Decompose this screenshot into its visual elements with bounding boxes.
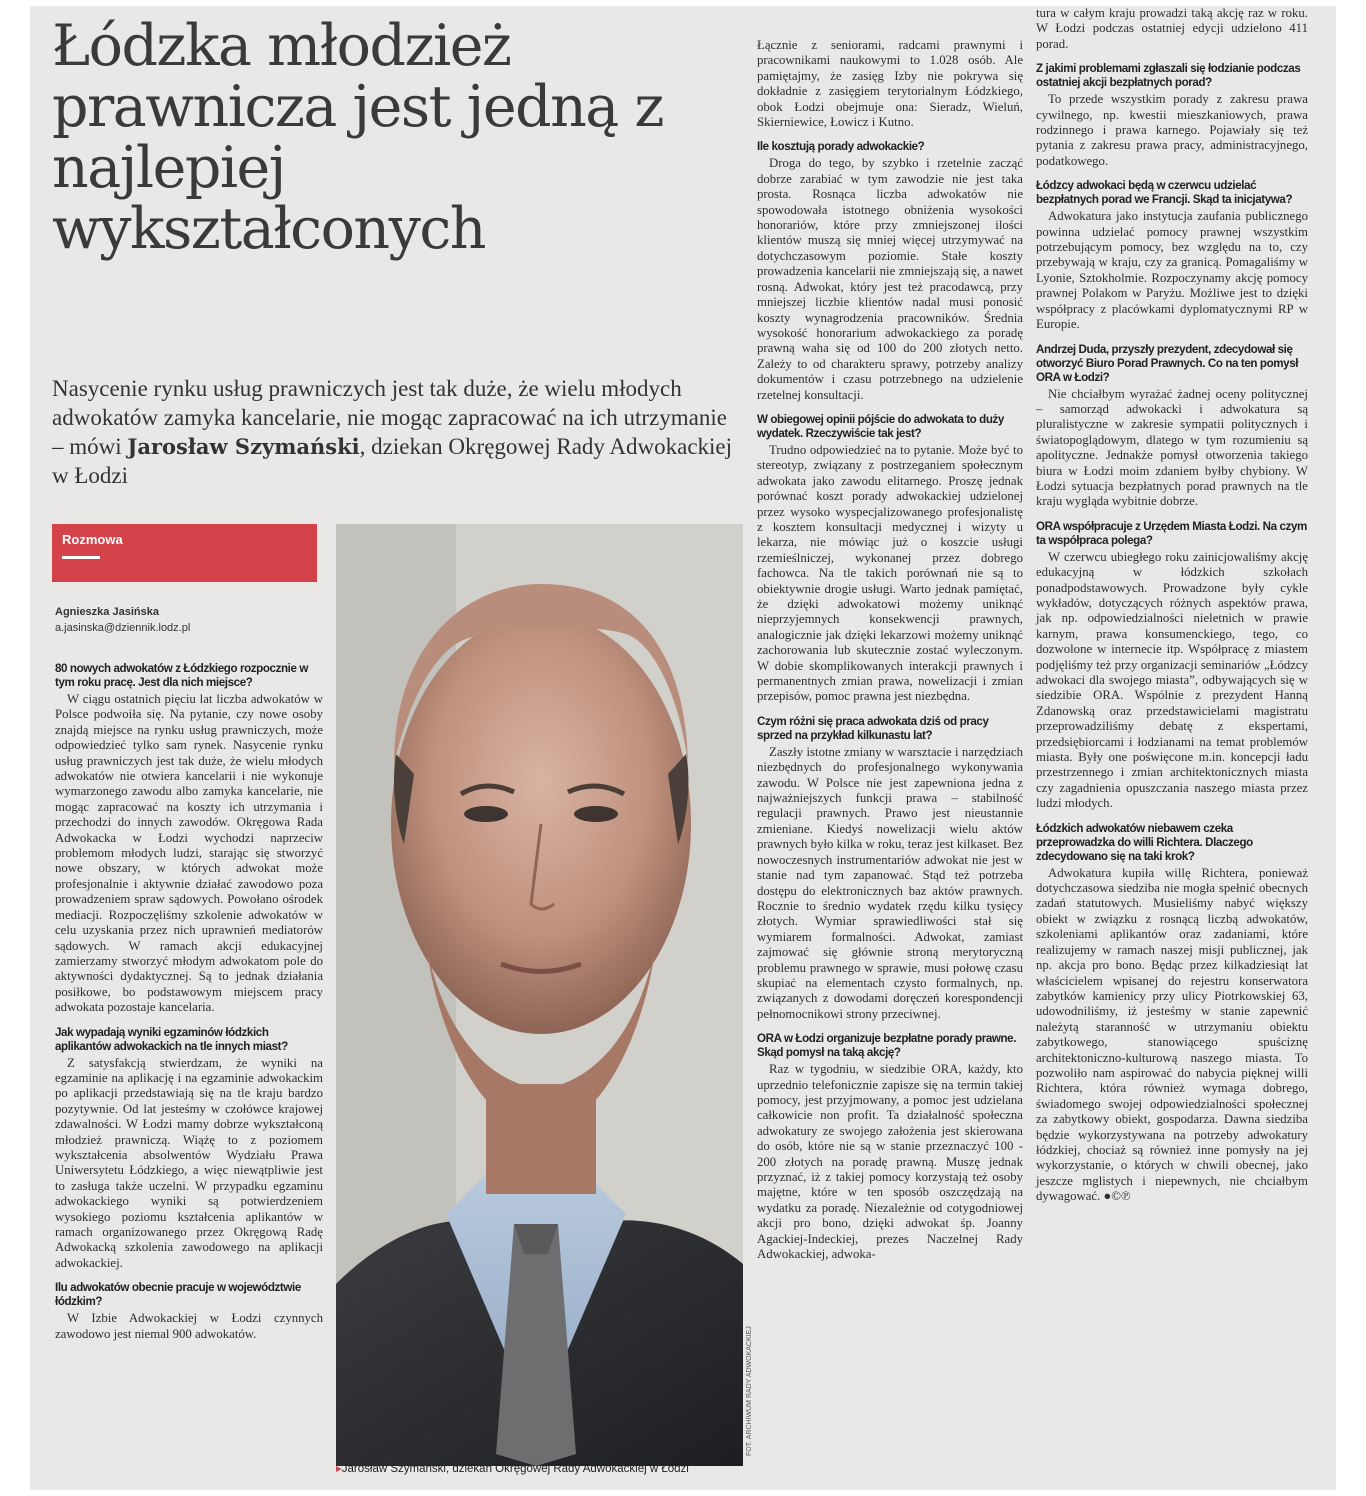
photo-caption — [336, 1461, 756, 1475]
question: ORA współpracuje z Urzędem Miasta Łodzi. Na czym ta współpraca polega? — [1036, 519, 1307, 547]
lead-role: , dziekan Okręgowej Rady Adwokackiej w Łodzi — [52, 434, 733, 488]
answer: W czerwcu ubiegłego roku zainicjowaliśmy akcję edukacyjną w łódzkich szkołach ponadpodstawowych. Prowadzone były cykle wykładów, dotyczących różnych aspektów prawa, jak np. odpowiedzialności nieletnich w prawie karnym, prawa konsumenckiego, tego, co dozwolone w internecie itp. Współpracę z miastem podjęliśmy też przy organizacji seminariów „Łódzcy adwokaci dla swojego miasta”, odbywających się w siedzibie ORA. Wspólnie z prezydent Hanną Zdanowską oraz przedstawicielami magistratu przeprowadziliśmy debatę z ekspertami, przedsiębiorcami i łodzianami na temat problemów miasta. Były one poświęcone m.in. koncepcji ładu przestrzennego i zmian architektonicznych miasta czy zagadnienia opuszczania naszego miasta przez ludzi młodych. — [1036, 549, 1308, 811]
question: Czym różni się praca adwokata dziś od pracy sprzed na przykład kilkunastu lat? — [757, 714, 989, 742]
newspaper-page — [30, 6, 1336, 1490]
author-byline — [55, 606, 190, 634]
article-column-4 — [1036, 6, 1308, 1205]
question: ORA w Łodzi organizuje bezpłatne porady prawne. Skąd pomysł na taką akcję? — [757, 1032, 1017, 1060]
answer: W ciągu ostatnich pięciu lat liczba adwokatów w Polsce podwoiła się. Na pytanie, czy nowe osoby znajdą miejsce na rynku usług prawniczych, może odpowiedzieć tylko sam rynek. Nasycenie rynku usług prawniczych jest tak duże, że wielu młodych adwokatów nie otwiera kancelarii i nie wykonuje wymarzonego zawodu albo zamyka kancelarie, nie mogąc zapracować na koszty ich utrzymania i przechodzi do innych zawodów. Okręgowa Rada Adwokacka w Łodzi wychodzi naprzeciw problemom młodych ludzi, starając się stworzyć nowe obszary, w których adwokat może profesjonalnie i aktywnie działać zawodowo poza prowadzeniem spraw sądowych. Powołano ośrodek mediacji. Rozpoczęliśmy szkolenie adwokatów w celu uzyskania przez nich uprawnień mediatorów sądowych. W ramach akcji edukacyjnej zamierzamy stworzyć młodym adwokatom pole do aktywności dydaktycznej. Są to jednak działania posiłkowe, bo podstawowym miejscem pracy adwokata pozostaje kancelaria. — [55, 692, 323, 1015]
answer: Adwokatura jako instytucja zaufania publicznego powinna udzielać pomocy prawnej wszystkim potrzebującym pomocy, bez względu na to, czy przebywają w kraju, czy za granicą. Pomagaliśmy w Lyonie, Sztokholmie. Rozpoczynamy akcję pomocy prawnej Polakom w Paryżu. Możliwe jest to dzięki współpracy z placówkami dyplomatycznymi RP w Europie. — [1036, 209, 1308, 332]
answer: Łącznie z seniorami, radcami prawnymi i pracownikami naukowymi to 1.028 osób. Ale pamiętajmy, że zasięg Izby nie pokrywa się dokładnie z zasięgiem terytorialnym Łódzkiego, obok Łodzi obejmuje ona: Sieradz, Wieluń, Skierniewice, Łowicz i Kutno. — [757, 38, 1023, 130]
rubric-badge — [52, 524, 317, 582]
question: Ilu adwokatów obecnie pracuje w województwie łódzkim? — [55, 1281, 301, 1309]
question: Z jakimi problemami zgłaszali się łodzianie podczas ostatniej akcji bezpłatnych porad? — [1036, 62, 1301, 90]
rubric-label: Rozmowa — [62, 532, 123, 547]
rubric-underline — [62, 556, 100, 559]
lead-text: Nasycenie rynku usług prawniczych jest tak duże, że wielu młodych adwokatów zamyka kancelarie, nie mogąc zapracować na ich utrzymanie – mówi — [52, 376, 727, 459]
question: Jak wypadają wyniki egzaminów łódzkich aplikantów adwokackich na tle innych miast? — [55, 1025, 288, 1053]
answer: Nie chciałbym wyrażać żadnej oceny politycznej – samorząd adwokacki i adwokatura są pluralistyczne w zakresie sympatii politycznych i światopoglądowym, dlatego w tym rozumieniu są apolityczne. Jednakże pomysł otworzenia takiego biura w Łodzi moim zdaniem byłby chybiony. W Łodzi sytuacja bezpłatnych porad prawnych na tle kraju wygląda wybitnie dobrze. — [1036, 386, 1308, 509]
photo-credit: FOT. ARCHIWUM RADY ADWOKACKIEJ — [746, 1326, 753, 1456]
article-column-3 — [757, 38, 1023, 1262]
end-mark: ●©℗ — [1103, 1189, 1131, 1204]
question: 80 nowych adwokatów z Łódzkiego rozpocznie w tym roku pracę. Jest dla nich miejsce? — [55, 662, 308, 689]
caption-text: Jarosław Szymański, dziekan Okręgowej Rady Adwokackiej w Łodzi — [341, 1463, 689, 1475]
answer: To przede wszystkim porady z zakresu prawa cywilnego, np. kwestii mieszkaniowych, prawa rodzinnego i prawa karnego. Pojawiały się też pytania z zakresu prawa pracy, administracyjnego, podatkowego. — [1036, 92, 1308, 168]
answer: Droga do tego, by szybko i rzetelnie zacząć dobrze zarabiać w tym zawodzie nie jest taka prosta. Rosnąca liczba adwokatów nie spowodowała istotnego obniżenia wysokości honorariów, które przy zmniejszonej ilości klientów muszą się mniej więcej utrzymywać na dotychczasowym poziomie. Stałe koszty prowadzenia kancelarii nie zmniejszają się, a nawet rosną. Adwokat, który jest też pracodawcą, przy mniejszej liczbie klientów nadal musi ponosić koszty wynagrodzenia pracowników. Średnia wysokość honorarium adwokackiego za poradę prawną waha się od 100 do 200 złotych netto. Zależy to od charakteru sprawy, potrzeby analizy dokumentów i czasu potrzebnego na udzielenie rzetelnej konsultacji. — [757, 156, 1023, 402]
article-column-1 — [55, 662, 323, 1342]
answer-text: Adwokatura kupiła willę Richtera, ponieważ dotychczasowa siedziba nie mogła spełnić obecnych zadań statutowych. Musieliśmy nabyć większy obiekt w związku z rosnącą liczbą adwokatów, szkoleniami aplikantów oraz zadaniami, które realizujemy w ramach naszej misji publicznej, jak np. akcja pro bono. Będąc przez kilkadziesiąt lat właścicielem wpisanej do rejestru konserwatora zabytków kamienicy przy ulicy Piotrkowskiej 63, udowodniliśmy, iż jesteśmy w stanie zapewnić należytą staranność w utrzymaniu obiektu zabytkowego, stanowiącego spuściznę architektoniczno-kulturową naszego miasta. To pozwoliło nam aspirować do nabycia pięknej willi Richtera, która również wymaga dobrego, świadomego swojej odpowiedzialności społecznej za zabytkowy obiekt, gospodarza. Dawna siedziba będzie wykorzystywana na potrzeby adwokatury łódzkiej, chociaż są również inne pomysły na jej wykorzystanie, o których w chwili obecnej, jako jeszcze mglistych i niepewnych, nie chciałbym dywagować. — [1036, 865, 1308, 1204]
question: W obiegowej opinii pójście do adwokata to duży wydatek. Rzeczywiście tak jest? — [757, 412, 1004, 440]
author-name: Agnieszka Jasińska — [55, 606, 159, 618]
question: Ile kosztują porady adwokackie? — [757, 140, 925, 154]
lead-person: Jarosław Szymański — [127, 434, 360, 459]
answer: W Izbie Adwokackiej w Łodzi czynnych zawodowo jest niemal 900 adwokatów. — [55, 1311, 323, 1341]
answer: Zaszły istotne zmiany w warsztacie i narzędziach niezbędnych do profesjonalnego wykonywania zawodu. W Polsce nie jest zapewniona jedna z najważniejszych funkcji prawa – stabilność regulacji prawnych. Prawo jest nieustannie zmieniane. Kiedyś nowelizacji wielu aktów prawnych było kilka w roku, teraz jest kilkaset. Bez nowoczesnych instrumentariów adwokat nie jest w stanie nad tym zapanować. Stąd też potrzeba dostępu do elektronicznych baz aktów prawnych. Rocznie to średnio wydatek rzędu kilku tysięcy złotych. Wymiar sprawiedliwości stał się wymiarem formalności. Adwokat, zamiast zajmować się głównie stroną merytoryczną problemu prawnego w sprawie, musi połowę czasu skupiać na elementach czysto formalnych, np. związanych z dowodami doręczeń korespondencji pełnomocnikowi strony przeciwnej. — [757, 744, 1023, 1021]
portrait-photo — [336, 524, 743, 1466]
author-email: a.jasinska@dziennik.lodz.pl — [55, 622, 191, 634]
answer: Z satysfakcją stwierdzam, że wyniki na egzaminie na aplikację i na egzaminie adwokackim po aplikacji przedstawiają się na tle kraju bardzo pozytywnie. Od lat jesteśmy w czołówce krajowej zdawalności. W Łodzi mamy dobrze wykształconą młodzież prawniczą. Wiążę to z poziomem wykształcenia absolwentów Wydziału Prawa Uniwersytetu Łódzkiego, a więc niewątpliwie jest to zasługa także uczelni. W przypadku egzaminu adwokackiego wyniki są potwierdzeniem wysokiego poziomu kształcenia aplikantów w ramach organizowanego przez Okręgową Radę Adwokacką szkolenia zawodowego na aplikacji adwokackiej. — [55, 1055, 323, 1270]
answer: Trudno odpowiedzieć na to pytanie. Może być to stereotyp, związany z postrzeganiem społecznym adwokata jako zawodu elitarnego. Proszę jednak porównać koszt porady adwokackiej udzielonej przez wysoko wyspecjalizowanego profesjonalistę z kosztem konsultacji medycznej i wizyty u lekarza, nie mówiąc już o koszcie usługi rzemieślniczej, wykonanej przez dobrego fachowca. Na tle takich porównań nie są to obiektywnie drogie usługi. Warto jednak pamiętać, że dzięki adwokatowi możemy uniknąć nieprzyjemnych konsekwencji prawnych, analogicznie jak dzięki lekarzowi możemy uniknąć zachorowania lub skutecznie zostać wyleczonym. W dobie skomplikowanych interakcji prawnych i permanentnych zmian prawa, nowelizacji i zmian przepisów, pomoc prawna jest niezbędna. — [757, 442, 1023, 704]
lead-paragraph — [52, 374, 742, 490]
answer: tura w całym kraju prowadzi taką akcję raz w roku. W Łodzi podczas ostatniej edycji udzielono 411 porad. — [1036, 6, 1308, 51]
question: Łódzcy adwokaci będą w czerwcu udzielać bezpłatnych porad we Francji. Skąd ta inicjatywa? — [1036, 179, 1293, 207]
answer: Raz w tygodniu, w siedzibie ORA, każdy, kto uprzednio telefonicznie zapisze się na termin takiej pomocy, jest przyjmowany, a pomoc jest udzielana całkowicie non profit. Ta działalność społeczna adwokatury ze swojego założenia jest skierowana do osób, które nie są w stanie przeznaczyć 100 - 200 złotych na poradę prawną. Muszę jednak przyznać, iż z takiej pomocy korzystają też osoby majętne, które w ten sposób oszczędzają na wydatku za poradę. Niezależnie od cotygodniowej akcji pro bono, dzięki adwokat śp. Joanny Agackiej-Indeckiej, prezes Naczelnej Rady Adwokackiej, adwoka- — [757, 1062, 1023, 1262]
answer — [1036, 866, 1308, 1205]
portrait-illustration — [336, 524, 743, 1466]
question: Andrzej Duda, przyszły prezydent, zdecydował się otworzyć Biuro Porad Prawnych. Co na ten pomysł ORA w Łodzi? — [1036, 342, 1299, 384]
question: Łódzkich adwokatów niebawem czeka przeprowadzka do willi Richtera. Dlaczego zdecydowano się na taki krok? — [1036, 821, 1253, 863]
caption-arrow-icon: ▸ — [336, 1463, 342, 1475]
headline: Łódzka młodzież prawnicza jest jedną z najlepiej wykształconych — [52, 13, 663, 262]
